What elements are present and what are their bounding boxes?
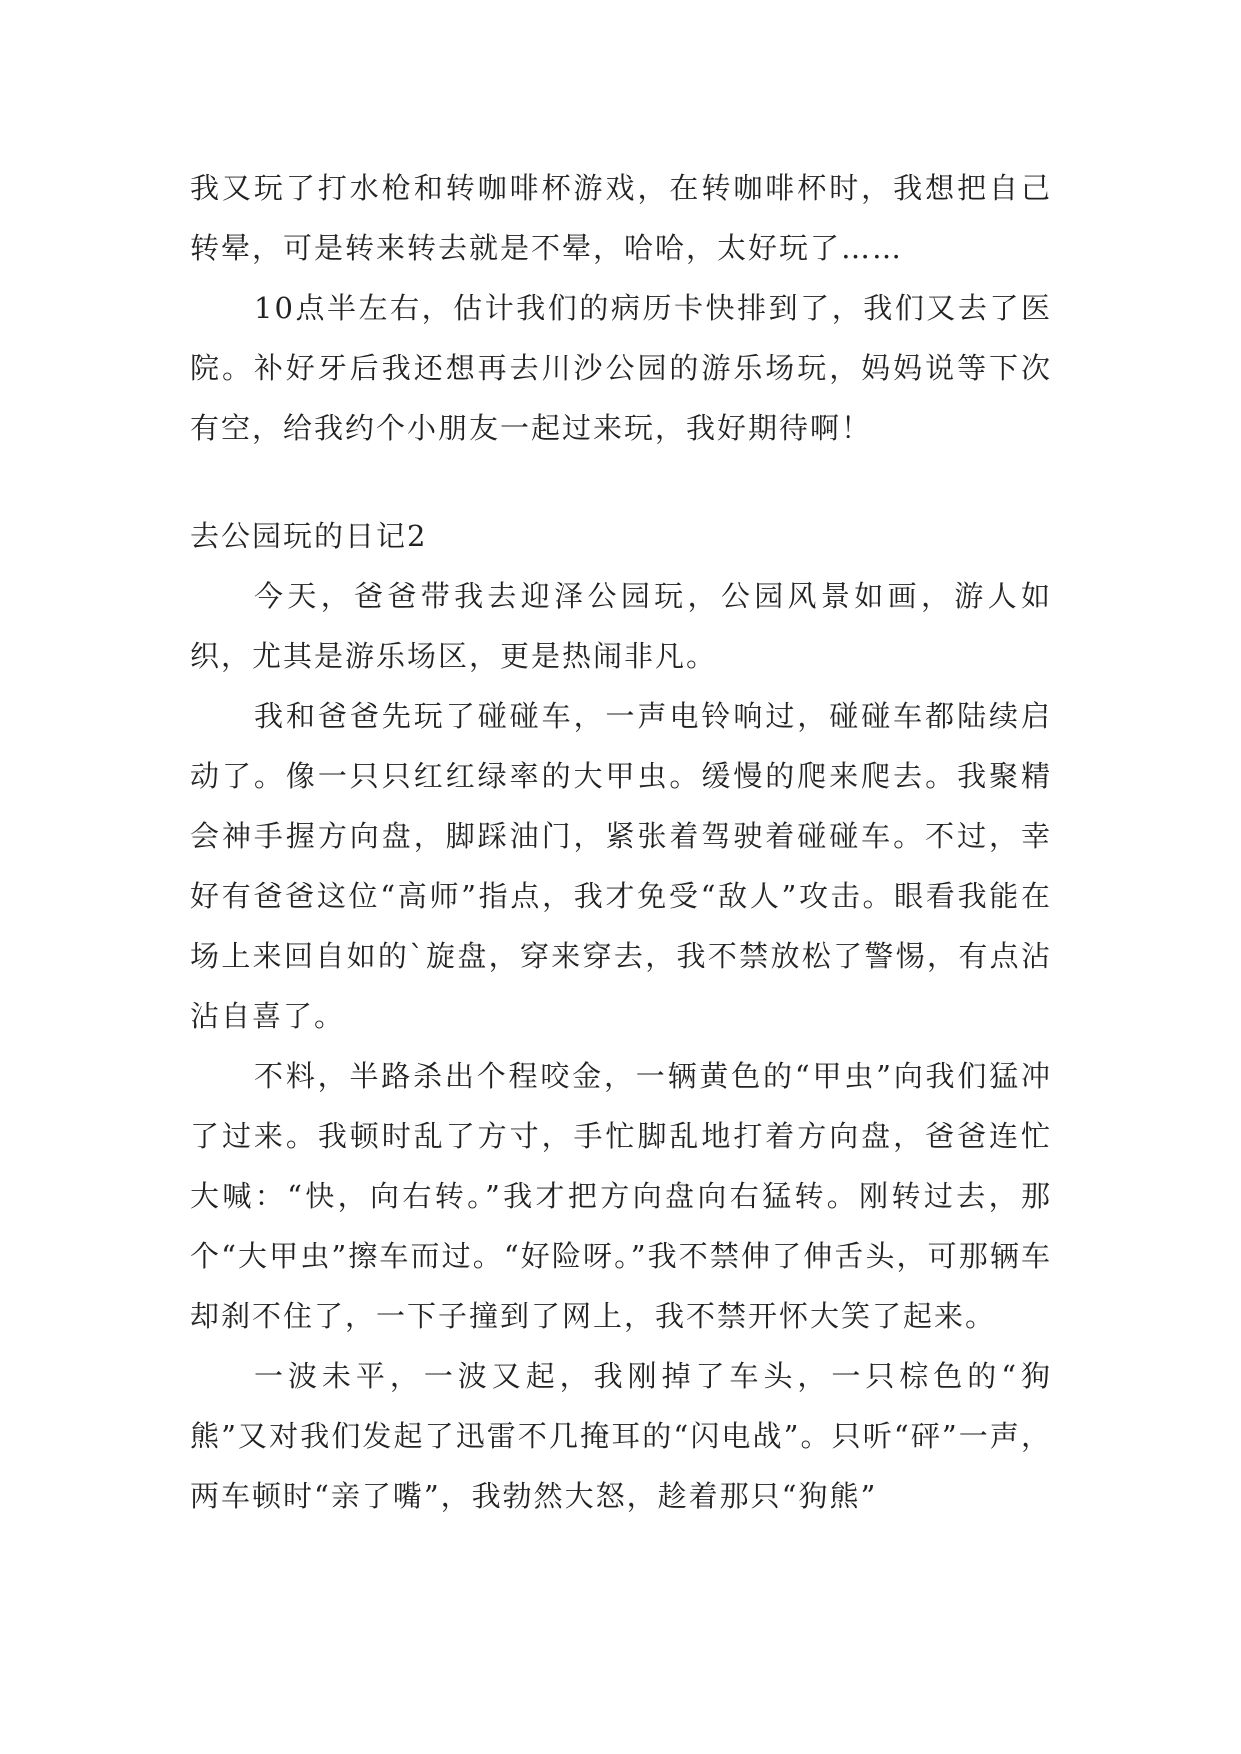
paragraph-2: 10点半左右，估计我们的病历卡快排到了，我们又去了医院。补好牙后我还想再去川沙公园的游乐场玩，妈妈说等下次有空，给我约个小朋友一起过来玩，我好期待啊！ bbox=[190, 291, 1052, 445]
paragraph-4: 我和爸爸先玩了碰碰车，一声电铃响过，碰碰车都陆续启动了。像一只只红红绿率的大甲虫。缓慢的爬来爬去。我聚精会神手握方向盘，脚踩油门，紧张着驾驶着碰碰车。不过，幸好有爸爸这位“高师”指点，我才免受“敌人”攻击。眼看我能在场上来回自如的`旋盘，穿来穿去，我不禁放松了警惕，有点沾沾自喜了。 bbox=[190, 699, 1052, 1033]
paragraph-1: 我又玩了打水枪和转咖啡杯游戏，在转咖啡杯时，我想把自己转晕，可是转来转去就是不晕，哈哈，太好玩了…… bbox=[190, 171, 1052, 265]
section-title: 去公园玩的日记2 bbox=[190, 519, 428, 553]
paragraph-6: 一波未平，一波又起，我刚掉了车头，一只棕色的“狗熊”又对我们发起了迅雷不几掩耳的“闪电战”。只听“砰”一声，两车顿时“亲了嘴”，我勃然大怒，趁着那只“狗熊” bbox=[190, 1359, 1052, 1513]
paragraph-5: 不料，半路杀出个程咬金，一辆黄色的“甲虫”向我们猛冲了过来。我顿时乱了方寸，手忙脚乱地打着方向盘，爸爸连忙大喊：“快，向右转。”我才把方向盘向右猛转。刚转过去，那个“大甲虫”擦车而过。“好险呀。”我不禁伸了伸舌头，可那辆车却刹不住了，一下子撞到了网上，我不禁开怀大笑了起来。 bbox=[190, 1059, 1052, 1333]
document-page bbox=[190, 158, 1052, 1526]
paragraph-3: 今天，爸爸带我去迎泽公园玩，公园风景如画，游人如织，尤其是游乐场区，更是热闹非凡。 bbox=[190, 579, 1052, 673]
